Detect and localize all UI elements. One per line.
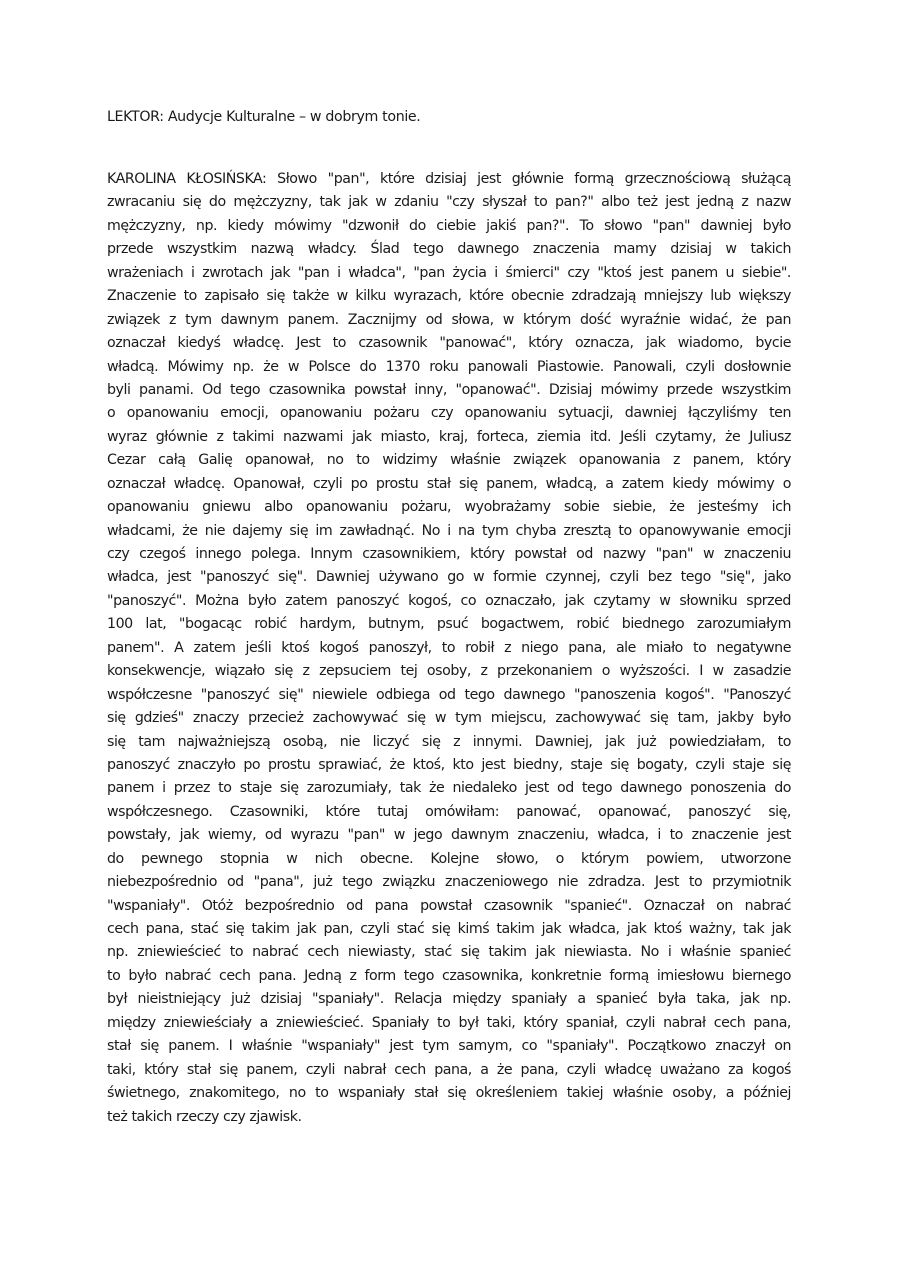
paragraph-line: byli panami. Od tego czasownika powstał inny, "opanować". Dzisiaj mówimy przede wszystkim <box>107 381 791 398</box>
paragraph-line: czy czegoś innego polega. Innym czasownikiem, który powstał od nazwy "pan" w znaczeniu <box>107 546 791 562</box>
paragraph-line: przede wszystkim nazwą władcy. Ślad tego dawnego znaczenia mamy dzisiaj w takich <box>107 241 791 258</box>
paragraph-line: stał się panem. I właśnie "wspaniały" jest tym samym, co "spaniały". Początkowo znaczył on <box>107 1038 791 1055</box>
paragraph-line: o opanowaniu emocji, opanowaniu pożaru czy opanowaniu sytuacji, dawniej łączyliśmy ten <box>107 405 791 422</box>
paragraph-line: powstały, jak wiemy, od wyrazu "pan" w jego dawnym znaczeniu, władca, i to znaczenie jest <box>107 827 791 844</box>
paragraph-line: np. zniewieścieć to nabrać cech niewiasty, stać się takim jak niewiasta. No i właśnie spanieć <box>107 944 791 961</box>
paragraph-line: współczesne "panoszyć się" niewiele odbiega od tego dawnego "panoszenia kogoś". "Panoszyć <box>107 686 791 703</box>
paragraph-line: oznaczał władcę. Opanował, czyli po prostu stał się panem, władcą, a zatem kiedy mówimy o <box>107 475 791 492</box>
paragraph-line: panem i przez to staje się zarozumiały, tak że niedaleko jest od tego dawnego ponoszenia do <box>107 780 791 797</box>
paragraph-line: świetnego, znakomitego, no to wspaniały stał się określeniem takiej właśnie osoby, a później <box>107 1085 791 1102</box>
paragraph-line: się gdzieś" znaczy przecież zachowywać się w tym miejscu, zachowywać się tam, jakby było <box>107 710 791 727</box>
transcript-paragraph <box>107 168 791 1129</box>
paragraph-line: "wspaniały". Otóż bezpośrednio od pana powstał czasownik "spanieć". Oznaczał on nabrać <box>107 897 791 914</box>
paragraph-line: się tam najważniejszą osobą, nie liczyć się z innymi. Dawniej, jak już powiedziałam, to <box>107 733 791 750</box>
paragraph-line: współczesnego. Czasowniki, które tutaj omówiłam: panować, opanować, panoszyć się, <box>107 803 791 820</box>
paragraph-line: oznaczał kiedyś władcę. Jest to czasownik "panować", który oznacza, jak wiadomo, bycie <box>107 335 791 352</box>
paragraph-line: był nieistniejący już dzisiaj "spaniały". Relacja między spaniały a spanieć była taka, jak np. <box>107 991 791 1008</box>
paragraph-line: opanowaniu gniewu albo opanowaniu pożaru, wyobrażamy sobie siebie, że jesteśmy ich <box>107 499 791 516</box>
paragraph-line: cech pana, stać się takim jak pan, czyli stać się kimś takim jak władca, jak ktoś ważny, tak jak <box>107 921 791 937</box>
paragraph-line: mężczyzny, np. kiedy mówimy "dzwonił do ciebie jakiś pan?". To słowo "pan" dawniej było <box>107 217 791 234</box>
paragraph-line: Znaczenie to zapisało się także w kilku wyrazach, które obecnie zdradzają mniejszy lub większy <box>107 288 791 305</box>
paragraph-line: władcą. Mówimy np. że w Polsce do 1370 roku panowali Piastowie. Panowali, czyli dosłownie <box>107 358 791 375</box>
paragraph-line: między zniewieściały a zniewieścieć. Spaniały to był taki, który spaniał, czyli nabrał cech pana, <box>107 1014 791 1031</box>
paragraph-line: związek z tym dawnym panem. Zacznijmy od słowa, w którym dość wyraźnie widać, że pan <box>107 311 791 328</box>
paragraph-line: władca, jest "panoszyć się". Dawniej używano go w formie czynnej, czyli bez tego "się", jako <box>107 569 791 586</box>
paragraph-line: zwracaniu się do mężczyzny, tak jak w zdaniu "czy słyszał to pan?" albo też jest jedną z nazw <box>107 194 791 211</box>
paragraph-line: "panoszyć". Można było zatem panoszyć kogoś, co oznaczało, jak czytamy w słowniku sprzed <box>107 592 791 609</box>
paragraph-line: Cezar całą Galię opanował, no to widzimy właśnie związek opanowania z panem, który <box>107 452 791 469</box>
paragraph-line: wrażeniach i zwrotach jak "pan i władca", "pan życia i śmierci" czy "ktoś jest panem u siebie". <box>107 264 791 281</box>
paragraph-line: wyraz głównie z takimi nazwami jak miasto, kraj, forteca, ziemia itd. Jeśli czytamy, że Juliusz <box>107 428 791 445</box>
paragraph-line: panem". A zatem jeśli ktoś kogoś panoszył, to robił z niego pana, ale miało to negatywne <box>107 639 791 656</box>
paragraph-line: konsekwencje, wiązało się z zepsuciem tej osoby, z przekonaniem o wyższości. I w zasadzie <box>107 663 791 680</box>
paragraph-line: władcami, że nie dajemy się im zawładnąć. No i na tym chyba zresztą to opanowywanie emocji <box>107 522 791 539</box>
speaker-heading: LEKTOR: Audycje Kulturalne – w dobrym tonie. <box>107 109 421 125</box>
paragraph-line: KAROLINA KŁOSIŃSKA: Słowo "pan", które dzisiaj jest głównie formą grzecznościową służącą <box>107 171 791 187</box>
paragraph-line: taki, który stał się panem, czyli nabrał cech pana, a że pana, czyli władcę uważano za kogoś <box>107 1061 791 1078</box>
paragraph-line: panoszyć znaczyło po prostu sprawiać, że ktoś, kto jest biedny, staje się bogaty, czyli staje się <box>107 756 791 773</box>
paragraph-line: 100 lat, "bogacąc robić hardym, butnym, psuć bogactwem, robić biednego zarozumiałym <box>107 616 791 633</box>
paragraph-line: niebezpośrednio od "pana", już tego związku znaczeniowego nie zdradza. Jest to przymiotnik <box>107 874 791 891</box>
paragraph-line: też takich rzeczy czy zjawisk. <box>107 1108 302 1125</box>
paragraph-line: do pewnego stopnia w nich obecne. Kolejne słowo, o którym powiem, utworzone <box>107 850 791 867</box>
paragraph-line: to było nabrać cech pana. Jedną z form tego czasownika, konkretnie formą imiesłowu biernego <box>107 967 791 984</box>
